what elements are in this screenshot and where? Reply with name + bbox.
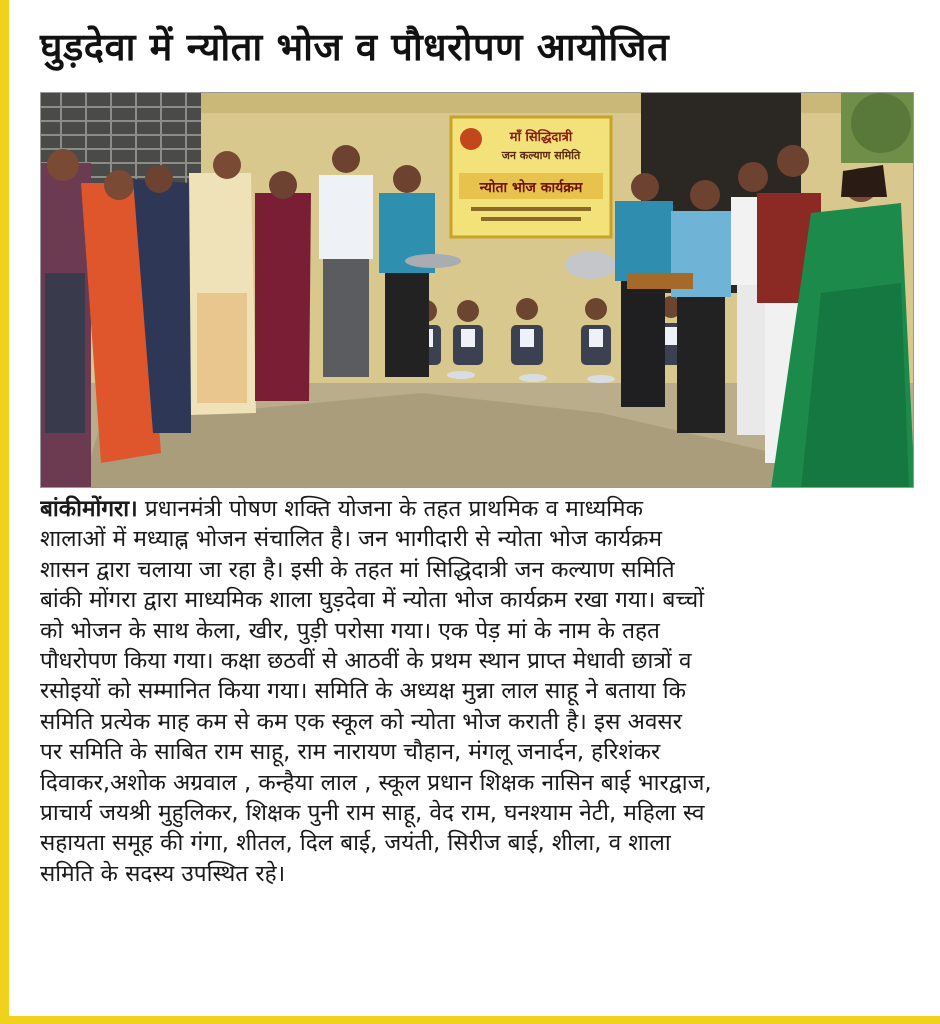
article-line-12: सहायता समूह की गंगा, शीतल, दिल बाई, जयंती, सिरीज बाई, शीला, व शाला [40, 830, 671, 857]
page-bottom-rule [0, 1016, 940, 1024]
article-line-1 [40, 494, 912, 524]
article-photo [40, 92, 914, 488]
article-line-4: बांकी मोंगरा द्वारा माध्यमिक शाला घुड़देवा में न्योता भोज कार्यक्रम रखा गया। बच्चों [40, 587, 705, 614]
article-line-1-text: प्रधानमंत्री पोषण शक्ति योजना के तहत प्राथमिक व माध्यमिक [137, 496, 643, 522]
banner-line-2: जन कल्याण समिति [501, 149, 581, 162]
article-line-13: समिति के सदस्य उपस्थित रहे। [40, 860, 286, 887]
article-headline: घुड़देवा में न्योता भोज व पौधरोपण आयोजित [40, 25, 670, 69]
article-line-7: रसोइयों को सम्मानित किया गया। समिति के अध्यक्ष मुन्ना लाल साहू ने बताया कि [40, 678, 687, 705]
article-line-6: पौधरोपण किया गया। कक्षा छठवीं से आठवीं के प्रथम स्थान प्राप्त मेधावी छात्रों व [40, 647, 692, 674]
banner-line-1: माँ सिद्धिदात्री [509, 130, 573, 145]
article-line-9: पर समिति के साबित राम साहू, राम नारायण चौहान, मंगलू जनार्दन, हरिशंकर [40, 739, 661, 766]
page-accent-rule [0, 0, 9, 1024]
article-line-2: शालाओं में मध्याह्न भोजन संचालित है। जन भागीदारी से न्योता भोज कार्यक्रम [40, 526, 662, 553]
article-line-3: शासन द्वारा चलाया जा रहा है। इसी के तहत मां सिद्धिदात्री जन कल्याण समिति [40, 556, 675, 583]
article-body [40, 494, 912, 889]
banner-line-3: न्योता भोज कार्यक्रम [479, 180, 583, 196]
event-banner [451, 117, 611, 237]
article-line-8: समिति प्रत्येक माह कम से कम एक स्कूल को न्योता भोज कराती है। इस अवसर [40, 708, 682, 735]
article-dateline: बांकीमोंगरा। [40, 496, 138, 522]
article-line-5: को भोजन के साथ केला, खीर, पुड़ी परोसा गया। एक पेड़ मां के नाम के तहत [40, 617, 660, 644]
article-line-11: प्राचार्य जयश्री मुहुलिकर, शिक्षक पुनी राम साहू, वेद राम, घनश्याम नेटी, महिला स्व [40, 799, 705, 826]
article-line-10: दिवाकर,अशोक अग्रवाल , कन्हैया लाल , स्कूल प्रधान शिक्षक नासिन बाई भारद्वाज, [40, 769, 712, 796]
